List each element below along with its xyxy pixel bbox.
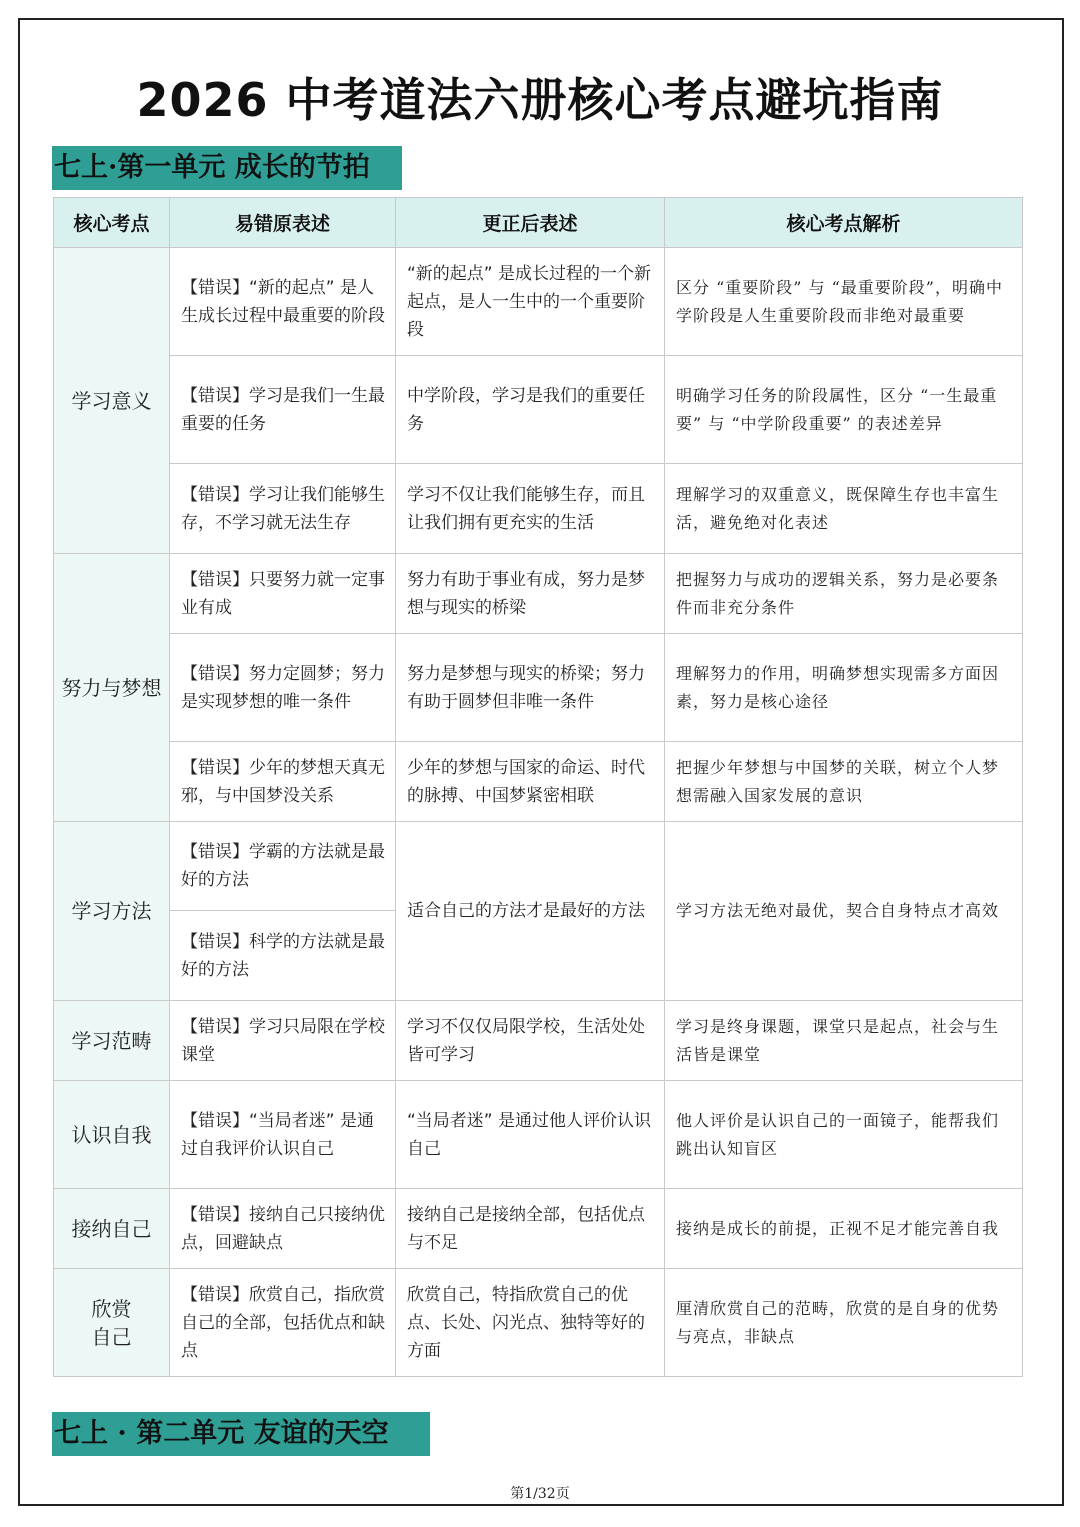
wrong-statement: 【错误】欣赏自己，指欣赏自己的全部，包括优点和缺点	[170, 1269, 396, 1377]
wrong-statement: 【错误】学习是我们一生最重要的任务	[170, 356, 396, 464]
table-row	[54, 1269, 1023, 1377]
analysis-text: 理解学习的双重意义，既保障生存也丰富生活，避免绝对化表述	[665, 464, 1023, 554]
table-header-row	[54, 198, 1023, 248]
wrong-statement: 【错误】“当局者迷” 是通过自我评价认识自己	[170, 1081, 396, 1189]
analysis-text: 区分 “重要阶段” 与 “最重要阶段”，明确中学阶段是人生重要阶段而非绝对最重要	[665, 248, 1023, 356]
correct-statement: 适合自己的方法才是最好的方法	[396, 822, 665, 1001]
analysis-text: 接纳是成长的前提，正视不足才能完善自我	[665, 1189, 1023, 1269]
table-row	[54, 248, 1023, 356]
wrong-statement: 【错误】学习只局限在学校课堂	[170, 1001, 396, 1081]
column-header-correct: 更正后表述	[396, 198, 665, 248]
table-row	[54, 464, 1023, 554]
topic-cell: 学习方法	[54, 822, 170, 1001]
table-row	[54, 822, 1023, 911]
correct-statement: 努力有助于事业有成，努力是梦想与现实的桥梁	[396, 554, 665, 634]
analysis-text: 学习方法无绝对最优，契合自身特点才高效	[665, 822, 1023, 1001]
table-row	[54, 554, 1023, 634]
analysis-text: 学习是终身课题，课堂只是起点，社会与生活皆是课堂	[665, 1001, 1023, 1081]
table-row	[54, 1189, 1023, 1269]
wrong-statement: 【错误】学霸的方法就是最好的方法	[170, 822, 396, 911]
topic-cell: 认识自我	[54, 1081, 170, 1189]
column-header-topic: 核心考点	[54, 198, 170, 248]
analysis-text: 厘清欣赏自己的范畴，欣赏的是自身的优势与亮点，非缺点	[665, 1269, 1023, 1377]
correct-statement: “当局者迷” 是通过他人评价认识自己	[396, 1081, 665, 1189]
correct-statement: 接纳自己是接纳全部，包括优点与不足	[396, 1189, 665, 1269]
wrong-statement: 【错误】努力定圆梦；努力是实现梦想的唯一条件	[170, 634, 396, 742]
analysis-text: 明确学习任务的阶段属性，区分 “一生最重要” 与 “中学阶段重要” 的表述差异	[665, 356, 1023, 464]
table-row	[54, 742, 1023, 822]
table-row	[54, 356, 1023, 464]
column-header-analysis: 核心考点解析	[665, 198, 1023, 248]
correct-statement: 学习不仅让我们能够生存，而且让我们拥有更充实的生活	[396, 464, 665, 554]
table-row	[54, 1001, 1023, 1081]
correct-statement: “新的起点” 是成长过程的一个新起点，是人一生中的一个重要阶段	[396, 248, 665, 356]
analysis-text: 把握少年梦想与中国梦的关联，树立个人梦想需融入国家发展的意识	[665, 742, 1023, 822]
topic-cell: 努力与梦想	[54, 554, 170, 822]
analysis-text: 他人评价是认识自己的一面镜子，能帮我们跳出认知盲区	[665, 1081, 1023, 1189]
section-heading-unit-2: 七上 · 第二单元 友谊的天空	[52, 1412, 430, 1456]
wrong-statement: 【错误】接纳自己只接纳优点，回避缺点	[170, 1189, 396, 1269]
topic-cell: 学习范畴	[54, 1001, 170, 1081]
topic-cell: 欣赏自己	[54, 1269, 170, 1377]
correct-statement: 努力是梦想与现实的桥梁；努力有助于圆梦但非唯一条件	[396, 634, 665, 742]
correct-statement: 学习不仅仅局限学校，生活处处皆可学习	[396, 1001, 665, 1081]
section-heading-unit-1: 七上·第一单元 成长的节拍	[52, 146, 402, 190]
table-row	[54, 634, 1023, 742]
analysis-text: 把握努力与成功的逻辑关系，努力是必要条件而非充分条件	[665, 554, 1023, 634]
wrong-statement: 【错误】学习让我们能够生存，不学习就无法生存	[170, 464, 396, 554]
correct-statement: 欣赏自己，特指欣赏自己的优点、长处、闪光点、独特等好的方面	[396, 1269, 665, 1377]
correct-statement: 少年的梦想与国家的命运、时代的脉搏、中国梦紧密相联	[396, 742, 665, 822]
topic-cell: 学习意义	[54, 248, 170, 554]
correct-statement: 中学阶段，学习是我们的重要任务	[396, 356, 665, 464]
key-points-table	[53, 197, 1023, 1377]
wrong-statement: 【错误】只要努力就一定事业有成	[170, 554, 396, 634]
wrong-statement: 【错误】科学的方法就是最好的方法	[170, 911, 396, 1001]
topic-cell: 接纳自己	[54, 1189, 170, 1269]
column-header-wrong: 易错原表述	[170, 198, 396, 248]
page-number: 第1/32页	[510, 1486, 570, 1502]
wrong-statement: 【错误】“新的起点” 是人生成长过程中最重要的阶段	[170, 248, 396, 356]
analysis-text: 理解努力的作用，明确梦想实现需多方面因素，努力是核心途径	[665, 634, 1023, 742]
document-title: 2026 中考道法六册核心考点避坑指南	[136, 73, 944, 127]
wrong-statement: 【错误】少年的梦想天真无邪，与中国梦没关系	[170, 742, 396, 822]
table-row	[54, 1081, 1023, 1189]
